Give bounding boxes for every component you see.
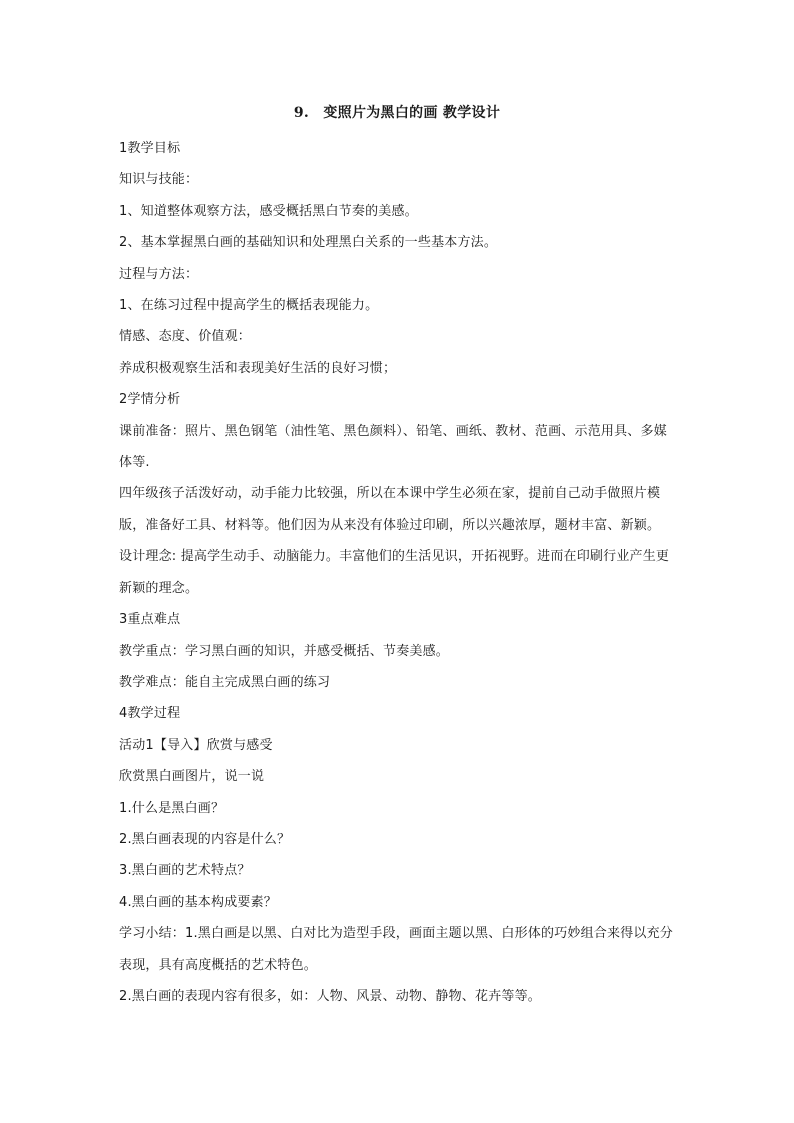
paragraph: 养成积极观察生活和表现美好生活的良好习惯； [119,360,397,376]
activity-heading: 活动1【导入】欣赏与感受 [119,737,273,753]
list-item: 1.什么是黑白画？ [119,800,225,816]
paragraph: 2、基本掌握黑白画的基础知识和处理黑白关系的一些基本方法。 [119,235,498,251]
section-heading-teaching-process: 4教学过程 [119,706,181,722]
paragraph: 2.黑白画的表现内容有很多，如：人物、风景、动物、静物、花卉等等。 [119,988,542,1004]
list-item: 2.黑白画表现的内容是什么？ [119,831,291,847]
paragraph: 1、知道整体观察方法，感受概括黑白节奏的美感。 [119,203,418,219]
list-item: 4.黑白画的基本构成要素？ [119,894,278,910]
subheading-process-method: 过程与方法： [119,266,199,282]
paragraph: 1、在练习过程中提高学生的概括表现能力。 [119,298,379,314]
paragraph: 教学难点：能自主完成黑白画的练习 [119,674,331,690]
document-body [119,133,679,1012]
paragraph: 四年级孩子活泼好动，动手能力比较强，所以在本课中学生必须在家，提前自己动手做照片模版，准备好工具、材料等。他们因为从来没有体验过印刷，所以兴趣浓厚，题材丰富、新颖。 [119,486,661,533]
paragraph: 教学重点：学习黑白画的知识，并感受概括、节奏美感。 [119,643,450,659]
paragraph: 欣赏黑白画图片，说一说 [119,769,265,785]
subheading-emotion-attitude-values: 情感、态度、价值观： [119,329,252,345]
list-item: 3.黑白画的艺术特点？ [119,863,251,879]
section-heading-student-analysis: 2学情分析 [119,392,181,408]
paragraph: 课前准备：照片、黑色钢笔（油性笔、黑色颜料）、铅笔、画纸、教材、范画、示范用具、多媒体等. [119,423,667,471]
paragraph: 学习小结：1.黑白画是以黑、白对比为造型手段，画面主题以黑、白形体的巧妙组合来得以充分表现，具有高度概括的艺术特色。 [119,926,674,973]
paragraph: 设计理念: 提高学生动手、动脑能力。丰富他们的生活见识，开拓视野。进而在印刷行业产生更新颖的理念。 [119,549,670,596]
subheading-knowledge-skills: 知识与技能： [119,172,199,188]
section-heading-key-points: 3重点难点 [119,612,181,628]
document-title: 9. 变照片为黑白的画 教学设计 [293,105,501,121]
section-heading-objectives: 1教学目标 [119,141,181,156]
